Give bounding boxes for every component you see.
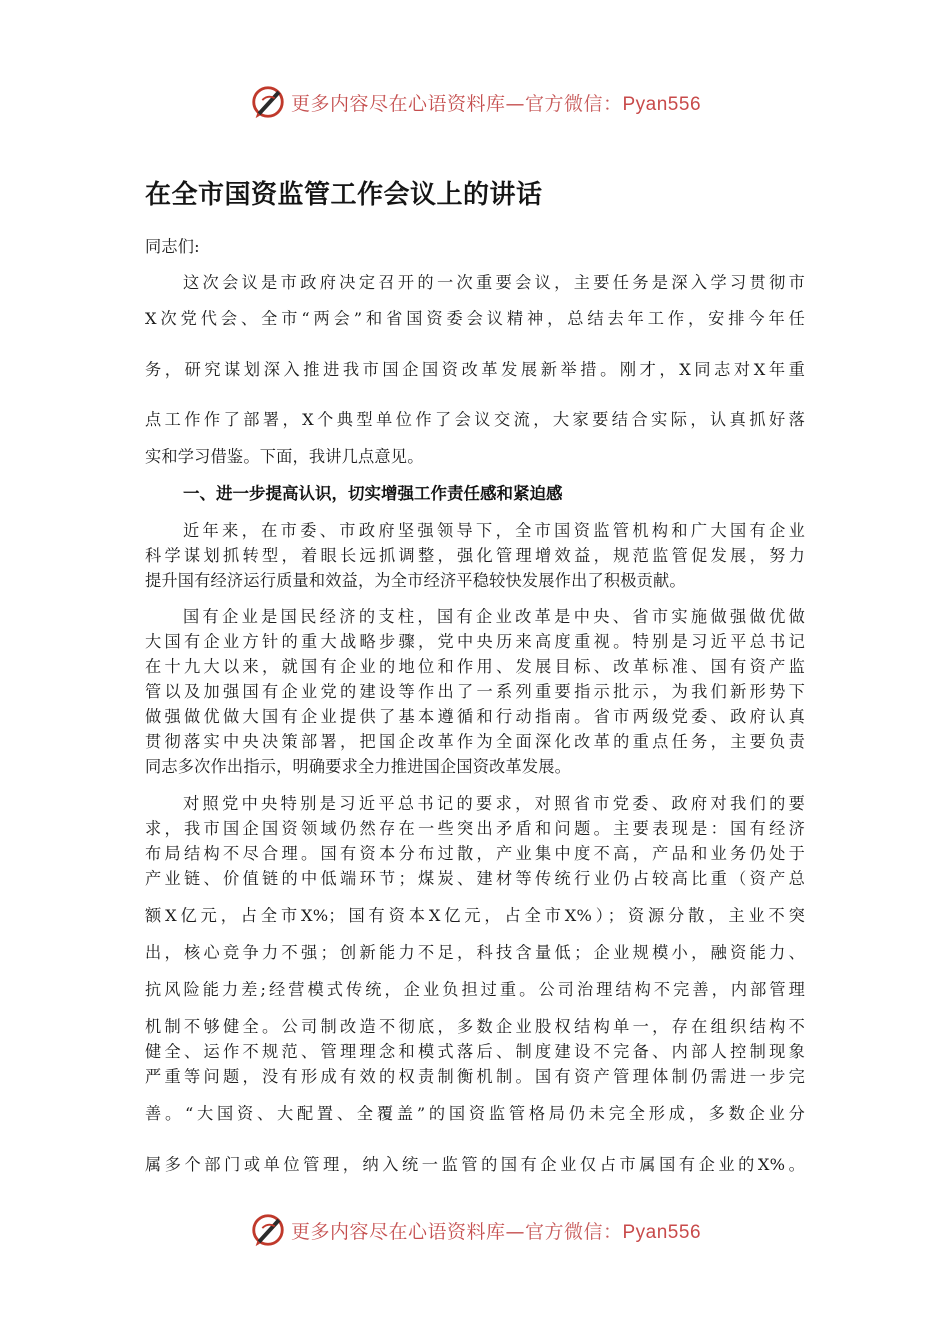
watermark-handle: Pyan556 (622, 93, 702, 115)
text-line: 属多个部门或单位管理，纳入统一监管的国有企业仅占市属国有企业的X%。 (145, 1155, 805, 1174)
watermark-text (291, 1217, 701, 1244)
pen-logo-icon (249, 83, 287, 121)
text-line: 管以及加强国有企业党的建设等作出了一系列重要指示批示，为我们新形势下 (145, 682, 805, 701)
text-line: 机制不够健全。公司制改造不彻底，多数企业股权结构单一，存在组织结构不 (145, 1017, 805, 1036)
text-line: 健全、运作不规范、管理理念和模式落后、制度建设不完备、内部人控制现象 (145, 1042, 805, 1061)
watermark-site: 更多内容尽在心语资料库 (290, 92, 506, 115)
text-line: X次党代会、全市“两会”和省国资委会议精神，总结去年工作，安排今年任 (145, 309, 805, 328)
text-line: 严重等问题，没有形成有效的权责制衡机制。国有资产管理体制仍需进一步完 (145, 1067, 805, 1086)
footer-watermark-banner (0, 1208, 950, 1252)
text-line: 在十九大以来，就国有企业的地位和作用、发展目标、改革标准、国有资产监 (145, 657, 805, 676)
salutation: 同志们: (145, 237, 200, 256)
text-line: 点工作作了部署，X个典型单位作了会议交流，大家要结合实际，认真抓好落 (145, 410, 805, 429)
text-line: 务，研究谋划深入推进我市国企国资改革发展新举措。刚才，X同志对X年重 (145, 360, 805, 379)
text-line: 科学谋划抓转型，着眼长远抓调整，强化管理增效益，规范监管促发展，努力 (145, 546, 805, 565)
text-line: 同志多次作出指示，明确要求全力推进国企国资改革发展。 (145, 757, 572, 776)
watermark-site: 更多内容尽在心语资料库 (290, 1220, 506, 1243)
text-line: 这次会议是市政府决定召开的一次重要会议，主要任务是深入学习贯彻市 (183, 273, 805, 292)
section-heading: 一、进一步提高认识，切实增强工作责任感和紧迫感 (183, 484, 563, 503)
watermark-wechat-label: 官方微信： (524, 1220, 623, 1243)
text-line: 善。“大国资、大配置、全覆盖”的国资监管格局仍未完全形成，多数企业分 (145, 1104, 805, 1123)
text-line: 实和学习借鉴。下面，我讲几点意见。 (145, 447, 424, 466)
text-line: 提升国有经济运行质量和效益，为全市经济平稳较快发展作出了积极贡献。 (145, 571, 686, 590)
watermark-wechat-label: 官方微信： (524, 92, 623, 115)
text-line: 抗风险能力差;经营模式传统，企业负担过重。公司治理结构不完善，内部管理 (145, 980, 805, 999)
text-line: 额X亿元，占全市X%；国有资本X亿元，占全市X%）；资源分散，主业不突 (145, 906, 805, 925)
pen-logo-icon (249, 1211, 287, 1249)
page-title: 在全市国资监管工作会议上的讲话 (145, 180, 543, 210)
watermark-text (291, 89, 701, 116)
watermark-dash: — (505, 1220, 525, 1243)
text-line: 布局结构不尽合理。国有资本分布过散，产业集中度不高，产品和业务仍处于 (145, 844, 805, 863)
text-line: 贯彻落实中央决策部署，把国企改革作为全面深化改革的重点任务，主要负责 (145, 732, 805, 751)
text-line: 产业链、价值链的中低端环节；煤炭、建材等传统行业仍占较高比重（资产总 (145, 869, 805, 888)
text-line: 对照党中央特别是习近平总书记的要求，对照省市党委、政府对我们的要 (183, 794, 805, 813)
header-watermark-banner (0, 80, 950, 124)
text-line: 求，我市国企国资领域仍然存在一些突出矛盾和问题。主要表现是：国有经济 (145, 819, 805, 838)
text-line: 大国有企业方针的重大战略步骤，党中央历来高度重视。特别是习近平总书记 (145, 632, 805, 651)
watermark-dash: — (505, 92, 525, 115)
text-line: 近年来，在市委、市政府坚强领导下，全市国资监管机构和广大国有企业 (183, 521, 805, 540)
watermark-handle: Pyan556 (622, 1221, 702, 1243)
text-line: 出，核心竞争力不强；创新能力不足，科技含量低；企业规模小，融资能力、 (145, 943, 805, 962)
text-line: 国有企业是国民经济的支柱，国有企业改革是中央、省市实施做强做优做 (183, 607, 805, 626)
text-line: 做强做优做大国有企业提供了基本遵循和行动指南。省市两级党委、政府认真 (145, 707, 805, 726)
